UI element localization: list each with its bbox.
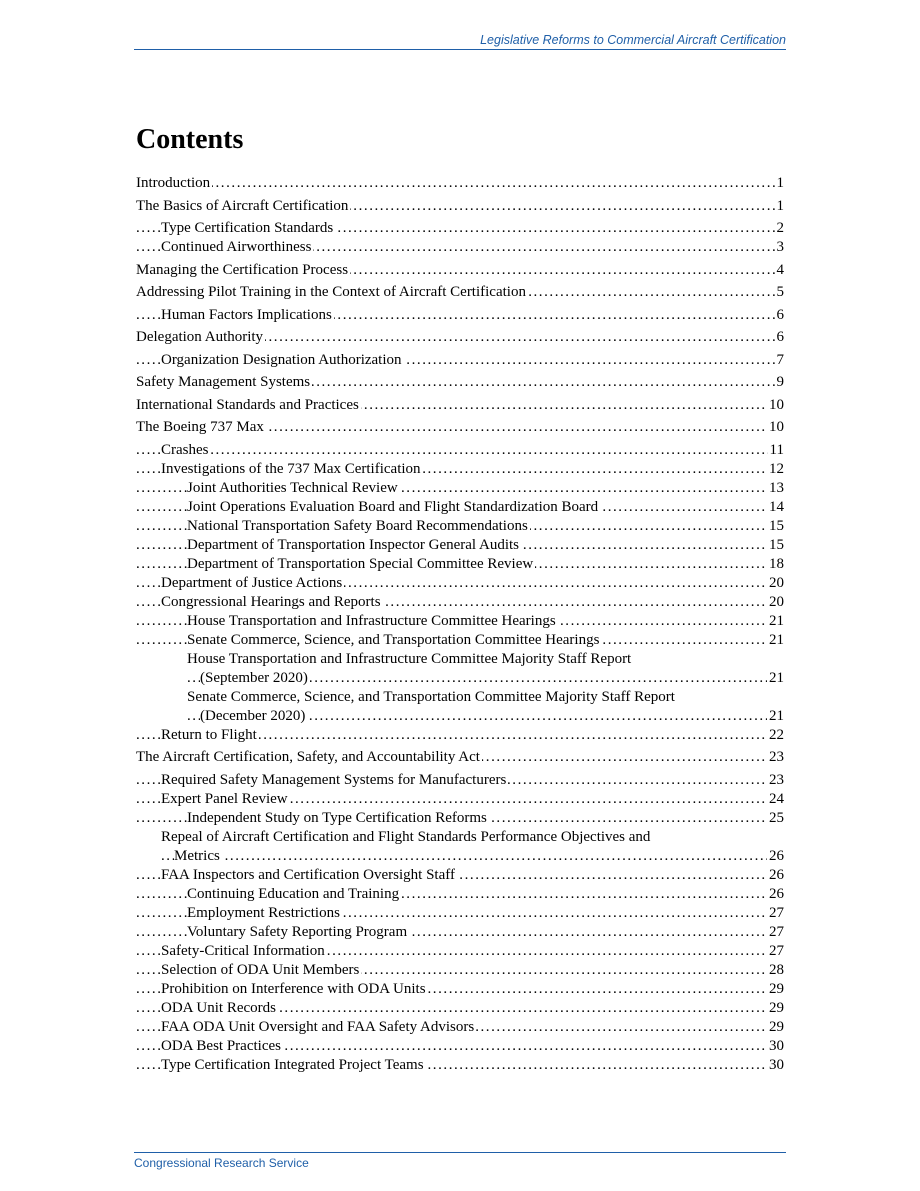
toc-entry-page: 27	[769, 904, 784, 921]
toc-entry-page: 5	[776, 284, 784, 300]
toc-entry-title: The Boeing 737 Max	[136, 419, 264, 435]
toc-entry-page: 9	[776, 374, 784, 390]
toc-entry-title: Senate Commerce, Science, and Transportation Committee Hearings	[187, 631, 600, 648]
toc-entry-page: 30	[769, 1056, 784, 1073]
toc-entry[interactable]	[136, 809, 784, 828]
toc-entry-page: 30	[769, 1037, 784, 1054]
toc-entry[interactable]	[136, 373, 784, 392]
toc-entry[interactable]	[136, 441, 784, 460]
toc-entry-page: 26	[769, 847, 784, 864]
toc-entry[interactable]	[136, 306, 784, 325]
toc-entry[interactable]	[136, 999, 784, 1018]
toc-entry[interactable]	[136, 261, 784, 280]
toc-entry-title-continued: (December 2020)	[200, 707, 306, 724]
toc-entry[interactable]	[136, 1056, 784, 1075]
running-header: Legislative Reforms to Commercial Aircraft Certification	[134, 33, 786, 50]
toc-entry[interactable]	[136, 961, 784, 980]
toc-entry-page: 15	[769, 517, 784, 534]
toc-entry[interactable]	[136, 631, 784, 650]
toc-entry-title: Repeal of Aircraft Certification and Flight Standards Performance Objectives and	[161, 828, 651, 845]
toc-entry-title: Return to Flight	[161, 726, 257, 743]
toc-entry-title: Congressional Hearings and Reports	[161, 593, 381, 610]
toc-entry-title: Safety Management Systems	[136, 374, 311, 390]
toc-entry[interactable]	[136, 283, 784, 302]
toc-entry-page: 22	[769, 726, 784, 743]
toc-entry-title: ODA Unit Records	[161, 999, 276, 1016]
toc-entry-page: 15	[769, 536, 784, 553]
toc-entry[interactable]	[136, 828, 784, 866]
toc-entry-title-continued: Metrics	[174, 847, 220, 864]
toc-entry-title: Crashes	[161, 441, 209, 458]
toc-entry-page: 21	[769, 631, 784, 648]
toc-entry-page: 1	[776, 197, 784, 214]
toc-entry-page: 1	[776, 175, 784, 191]
toc-entry[interactable]	[136, 479, 784, 498]
toc-entry[interactable]	[136, 498, 784, 517]
toc-entry-page: 29	[769, 980, 784, 997]
toc-entry-title: Addressing Pilot Training in the Context of Aircraft Certification	[136, 284, 526, 300]
toc-entry-title: Introduction	[136, 175, 211, 191]
toc-entry-title: Department of Justice Actions	[161, 574, 343, 591]
toc-entry-title: International Standards and Practices	[136, 396, 359, 413]
toc-entry-title: Delegation Authority	[136, 329, 264, 345]
toc-entry-title: Department of Transportation Inspector General Audits	[187, 536, 520, 553]
toc-entry-page: 24	[769, 790, 784, 807]
toc-entry[interactable]	[136, 517, 784, 536]
toc-entry-page: 6	[776, 329, 784, 345]
toc-entry[interactable]	[136, 885, 784, 904]
toc-entry-title: Continuing Education and Training	[187, 885, 400, 902]
toc-entry-title: The Aircraft Certification, Safety, and Accountability Act	[136, 749, 480, 765]
toc-entry-title: Voluntary Safety Reporting Program	[187, 923, 408, 940]
toc-entry-title: Prohibition on Interference with ODA Units	[161, 980, 426, 997]
toc-entry-title: Independent Study on Type Certification Reforms	[187, 809, 487, 826]
toc-entry-page: 10	[769, 396, 784, 413]
toc-entry[interactable]	[136, 866, 784, 885]
toc-entry[interactable]	[136, 1037, 784, 1056]
toc-entry-title: Type Certification Integrated Project Teams	[161, 1056, 424, 1073]
toc-entry[interactable]	[136, 593, 784, 612]
toc-entry-title: Department of Transportation Special Committee Review	[187, 555, 534, 572]
toc-entry-title: Joint Operations Evaluation Board and Flight Standardization Board	[187, 498, 599, 515]
toc-entry-page: 26	[769, 866, 784, 883]
toc-entry-title: Human Factors Implications	[161, 306, 332, 323]
toc-entry-title: Safety-Critical Information	[161, 942, 325, 959]
toc-entry[interactable]	[136, 238, 784, 257]
toc-entry[interactable]	[136, 418, 784, 437]
toc-entry-title: Managing the Certification Process	[136, 261, 349, 278]
toc-entry-title: Senate Commerce, Science, and Transportation Committee Majority Staff Report	[187, 688, 675, 705]
toc-entry[interactable]	[136, 197, 784, 216]
toc-entry-page: 21	[769, 612, 784, 629]
toc-entry-title: FAA ODA Unit Oversight and FAA Safety Advisors	[161, 1018, 475, 1035]
toc-entry-page: 11	[769, 441, 784, 458]
toc-entry-page: 10	[769, 419, 784, 435]
toc-entry-title: FAA Inspectors and Certification Oversight Staff	[161, 866, 455, 883]
toc-entry-page: 20	[769, 593, 784, 610]
toc-entry[interactable]	[136, 612, 784, 631]
toc-entry[interactable]	[136, 1018, 784, 1037]
toc-entry-page: 20	[769, 574, 784, 591]
toc-entry-title: Required Safety Management Systems for Manufacturers	[161, 771, 507, 788]
toc-entry-title: Selection of ODA Unit Members	[161, 961, 360, 978]
toc-entry-page: 25	[769, 809, 784, 826]
toc-entry[interactable]	[136, 396, 784, 415]
toc-entry[interactable]	[136, 460, 784, 479]
toc-entry-page: 7	[776, 351, 784, 368]
toc-entry-page: 21	[769, 707, 784, 724]
toc-entry-title: Expert Panel Review	[161, 790, 288, 807]
toc-entry[interactable]	[136, 942, 784, 961]
toc-entry-page: 29	[769, 1018, 784, 1035]
toc-entry[interactable]	[136, 536, 784, 555]
toc-entry-title: The Basics of Aircraft Certification	[136, 197, 349, 214]
toc-entry[interactable]	[136, 574, 784, 593]
toc-entry-page: 23	[769, 749, 784, 765]
toc-entry-page: 3	[776, 239, 784, 255]
toc-entry[interactable]	[136, 688, 784, 726]
toc-entry-title: Type Certification Standards	[161, 220, 334, 236]
toc-entry[interactable]	[136, 351, 784, 370]
toc-entry-page: 14	[769, 498, 784, 515]
toc-entry[interactable]	[136, 923, 784, 942]
toc-entry[interactable]	[136, 174, 784, 193]
toc-entry-page: 23	[769, 771, 784, 788]
toc-entry[interactable]	[136, 980, 784, 999]
toc-entry-title: Employment Restrictions	[187, 904, 340, 921]
toc-entry[interactable]	[136, 771, 784, 790]
toc-entry-page: 12	[769, 460, 784, 477]
toc-entry[interactable]	[136, 328, 784, 347]
toc-entry[interactable]	[136, 219, 784, 238]
toc-entry-title: Joint Authorities Technical Review	[187, 479, 398, 496]
toc-entry-title: Continued Airworthiness	[161, 239, 312, 255]
toc-entry-title-continued: (September 2020)	[200, 669, 308, 686]
toc-entry-title: Investigations of the 737 Max Certification	[161, 460, 421, 477]
page-title: Contents	[136, 124, 244, 155]
toc-entry-page: 2	[776, 220, 784, 236]
toc-entry-page: 28	[769, 961, 784, 978]
toc-entry-page: 6	[776, 306, 784, 323]
toc-entry-page: 26	[769, 885, 784, 902]
toc-entry-page: 18	[769, 555, 784, 572]
toc-entry[interactable]	[136, 555, 784, 574]
toc-entry-title: National Transportation Safety Board Recommendations	[187, 517, 528, 534]
toc-entry-page: 27	[769, 923, 784, 940]
toc-entry-title: House Transportation and Infrastructure Committee Hearings	[187, 612, 556, 629]
toc-entry[interactable]	[136, 904, 784, 923]
toc-entry[interactable]	[136, 726, 784, 745]
toc-entry[interactable]	[136, 650, 784, 688]
running-footer: Congressional Research Service	[134, 1152, 786, 1170]
toc-entry-page: 4	[776, 261, 784, 278]
toc-entry-page: 21	[769, 669, 784, 686]
toc-entry[interactable]	[136, 790, 784, 809]
toc-entry-page: 29	[769, 999, 784, 1016]
toc-entry-title: Organization Designation Authorization	[161, 351, 402, 368]
toc-entry-title: ODA Best Practices	[161, 1037, 281, 1054]
toc-entry-page: 27	[769, 942, 784, 959]
table-of-contents	[136, 174, 784, 1075]
toc-entry-page: 13	[769, 479, 784, 496]
toc-entry-title: House Transportation and Infrastructure Committee Majority Staff Report	[187, 650, 632, 667]
toc-entry[interactable]	[136, 748, 784, 767]
